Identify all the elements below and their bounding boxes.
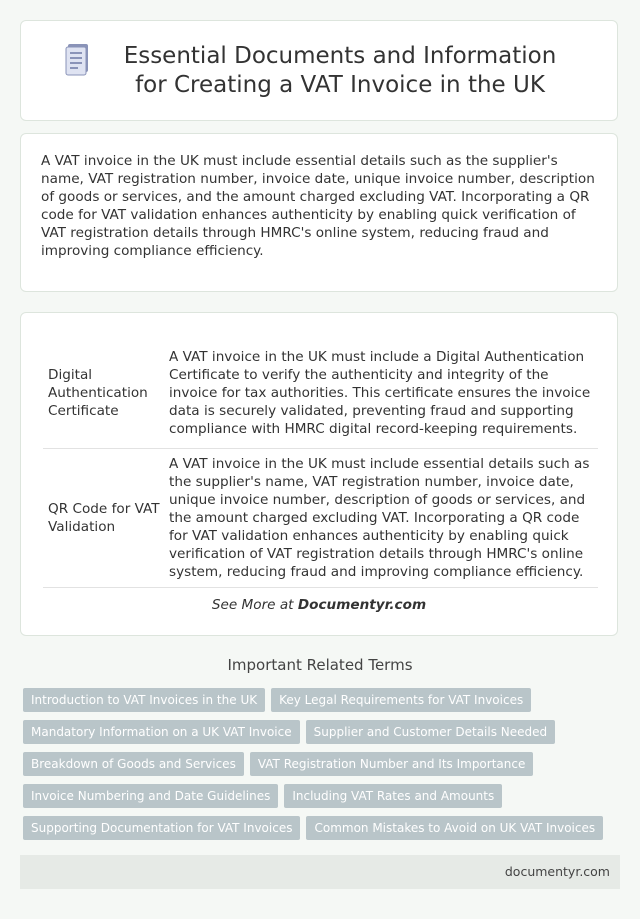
related-term-tag[interactable]: Introduction to VAT Invoices in the UK <box>23 688 265 712</box>
see-more-prefix: See More at <box>211 597 298 613</box>
footer <box>20 855 620 889</box>
related-terms-list <box>23 688 623 848</box>
page-title: Essential Documents and Information for Creating a VAT Invoice in the UK <box>123 42 557 98</box>
tag-row <box>23 784 623 808</box>
tag-row <box>23 720 623 744</box>
tag-row <box>23 752 623 776</box>
related-term-tag[interactable]: Invoice Numbering and Date Guidelines <box>23 784 278 808</box>
tag-row <box>23 816 623 840</box>
intro-paragraph: A VAT invoice in the UK must include essential details such as the supplier's name, VAT registration number, invoice date, unique invoice number, description of goods or services, and the amount charged excluding VAT. Incorporating a QR code for VAT validation enhances authenticity by enabling quick verification of VAT registration details through HMRC's online system, reducing fraud and improving compliance efficiency. <box>41 153 595 259</box>
see-more-site[interactable]: Documentyr.com <box>297 597 427 613</box>
related-term-tag[interactable]: Including VAT Rates and Amounts <box>284 784 502 808</box>
title-card <box>20 20 618 121</box>
info-table <box>43 337 598 588</box>
related-term-tag[interactable]: Supplier and Customer Details Needed <box>306 720 556 744</box>
row-label: QR Code for VAT Validation <box>43 449 164 588</box>
related-term-tag[interactable]: Key Legal Requirements for VAT Invoices <box>271 688 531 712</box>
row-description: A VAT invoice in the UK must include essential details such as the supplier's name, VAT registration number, invoice date, unique invoice number, description of goods or services, and the amount charged excluding VAT. Incorporating a QR code for VAT validation enhances authenticity by enabling quick verification of VAT registration details through HMRC's online system, reducing fraud and improving compliance efficiency. <box>164 449 598 588</box>
row-description: A VAT invoice in the UK must include a Digital Authentication Certificate to verify the authenticity and integrity of the invoice for tax authorities. This certificate ensures the invoice data is securely validated, preventing fraud and supporting compliance with HMRC digital record-keeping requirements. <box>164 337 598 449</box>
related-term-tag[interactable]: Breakdown of Goods and Services <box>23 752 244 776</box>
related-term-tag[interactable]: Supporting Documentation for VAT Invoices <box>23 816 300 840</box>
related-term-tag[interactable]: Common Mistakes to Avoid on UK VAT Invoices <box>306 816 603 840</box>
info-table-card <box>20 312 618 636</box>
related-terms-title: Important Related Terms <box>227 656 413 674</box>
table-row <box>43 337 598 449</box>
document-icon <box>63 41 93 77</box>
tag-row <box>23 688 623 712</box>
related-term-tag[interactable]: Mandatory Information on a UK VAT Invoice <box>23 720 300 744</box>
intro-card <box>20 133 618 292</box>
table-row <box>43 449 598 588</box>
related-term-tag[interactable]: VAT Registration Number and Its Importance <box>250 752 534 776</box>
see-more-link[interactable] <box>21 597 617 613</box>
footer-site[interactable]: documentyr.com <box>504 864 610 879</box>
row-label: Digital Authentication Certificate <box>43 337 164 449</box>
